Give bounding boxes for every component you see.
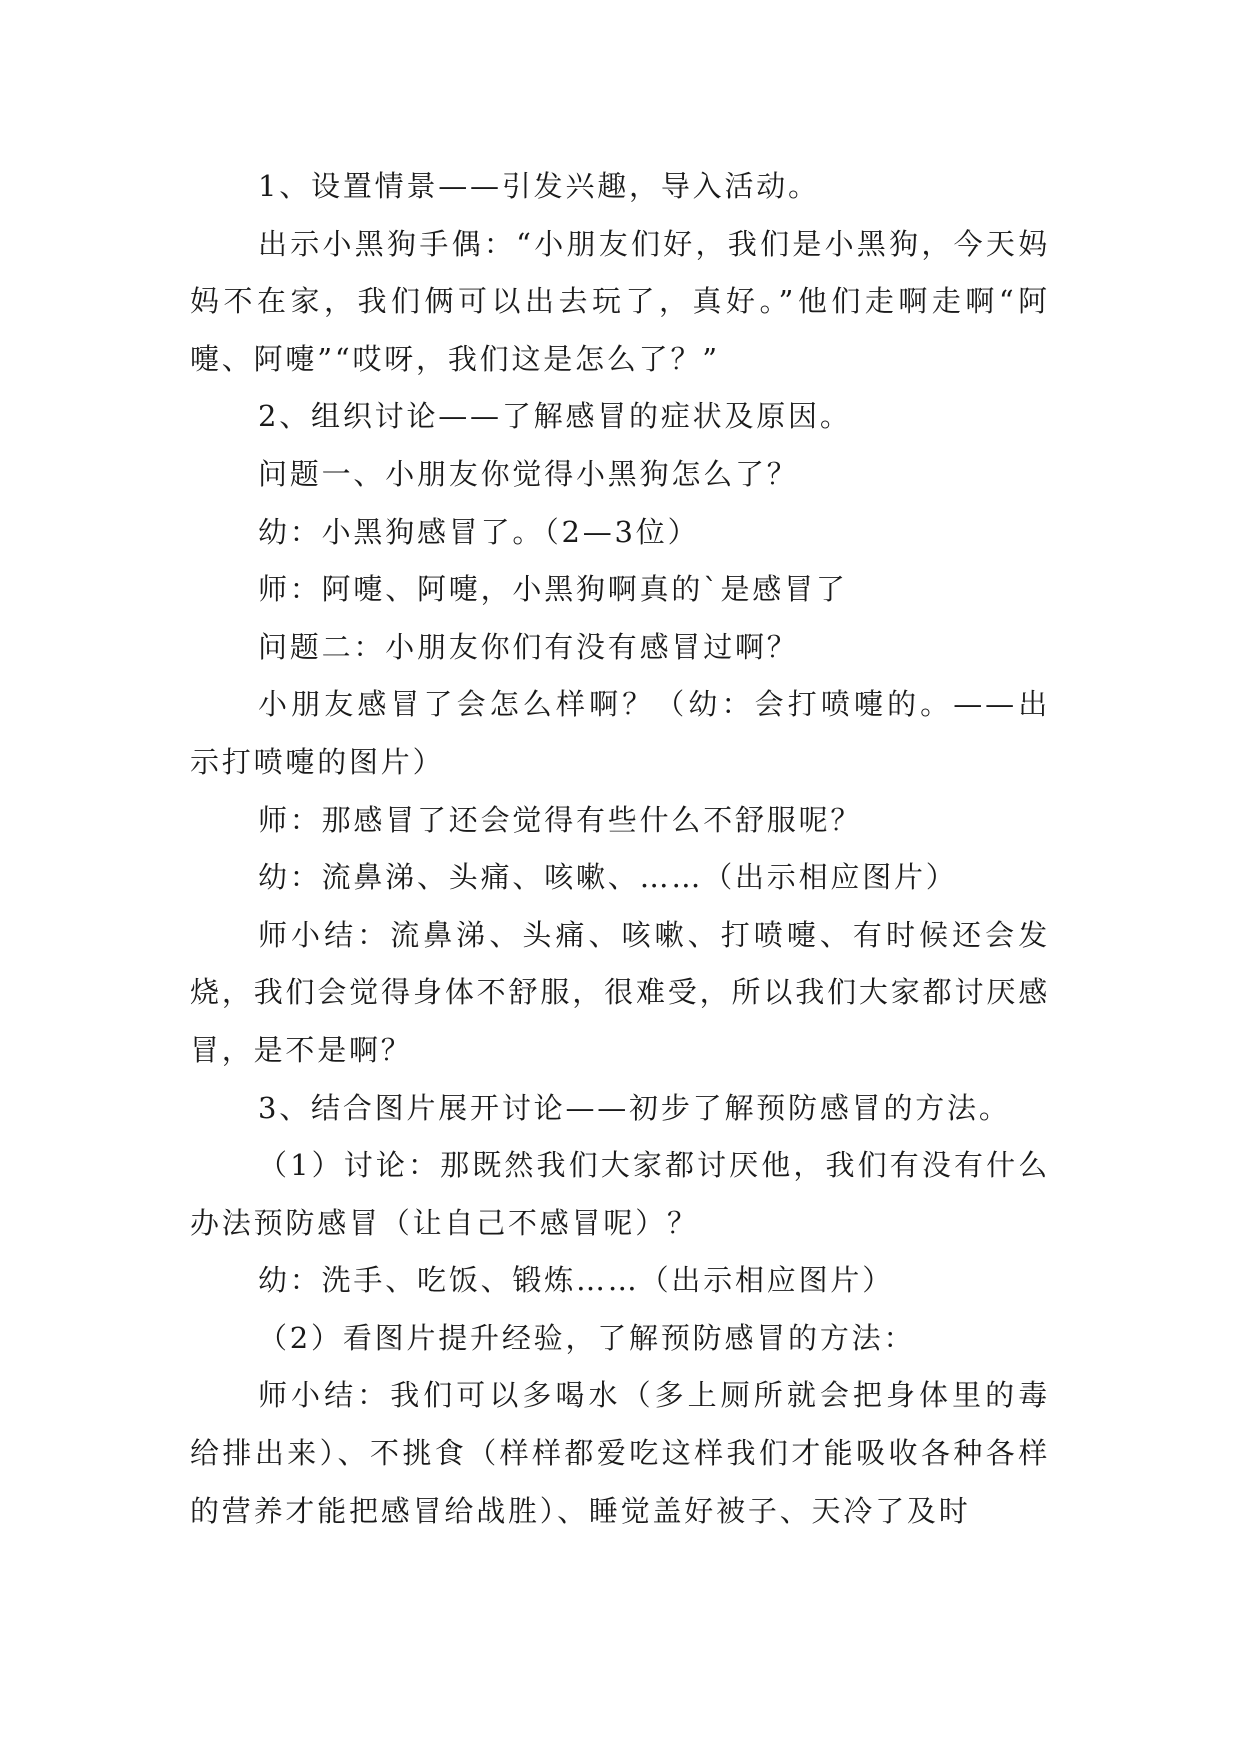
paragraph-step-1-heading: 1、设置情景——引发兴趣，导入活动。 xyxy=(258,169,820,203)
paragraph-step-2-heading: 2、组织讨论——了解感冒的症状及原因。 xyxy=(258,399,852,434)
paragraph-child-answer-1: 幼：小黑狗感冒了。（2—3位） xyxy=(258,514,700,549)
paragraph-discussion-1: （1）讨论：那既然我们大家都讨厌他，我们有没有什么办法预防感冒（让自己不感冒呢）？ xyxy=(190,1148,1050,1240)
document-body xyxy=(190,158,1050,1540)
paragraph-teacher-question-3: 师：那感冒了还会觉得有些什么不舒服呢？ xyxy=(258,802,863,837)
paragraph-question-2-followup: 小朋友感冒了会怎么样啊？（幼：会打喷嚏的。——出示打喷嚏的图片） xyxy=(190,687,1050,779)
paragraph-discussion-2: （2）看图片提升经验，了解预防感冒的方法： xyxy=(258,1320,916,1355)
paragraph-step-3-heading: 3、结合图片展开讨论——初步了解预防感冒的方法。 xyxy=(258,1090,1011,1125)
paragraph-child-answer-2: 幼：流鼻涕、头痛、咳嗽、……（出示相应图片） xyxy=(258,860,958,895)
paragraph-child-answer-3: 幼：洗手、吃饭、锻炼……（出示相应图片） xyxy=(258,1263,895,1298)
paragraph-teacher-summary-1: 师小结：流鼻涕、头痛、咳嗽、打喷嚏、有时候还会发烧，我们会觉得身体不舒服，很难受，所以我们大家都讨厌感冒，是不是啊？ xyxy=(190,917,1050,1067)
paragraph-puppet-intro: 出示小黑狗手偶：“小朋友们好，我们是小黑狗，今天妈妈不在家，我们俩可以出去玩了，真好。”他们走啊走啊“阿嚏、阿嚏”“哎呀，我们这是怎么了？” xyxy=(190,226,1050,376)
paragraph-teacher-reply-1: 师：阿嚏、阿嚏，小黑狗啊真的`是感冒了 xyxy=(258,572,848,607)
paragraph-question-1: 问题一、小朋友你觉得小黑狗怎么了？ xyxy=(258,456,799,491)
paragraph-question-2: 问题二：小朋友你们有没有感冒过啊？ xyxy=(258,629,799,664)
paragraph-teacher-summary-2: 师小结：我们可以多喝水（多上厕所就会把身体里的毒给排出来）、不挑食（样样都爱吃这样我们才能吸收各种各样的营养才能把感冒给战胜）、睡觉盖好被子、天冷了及时 xyxy=(190,1378,1050,1528)
